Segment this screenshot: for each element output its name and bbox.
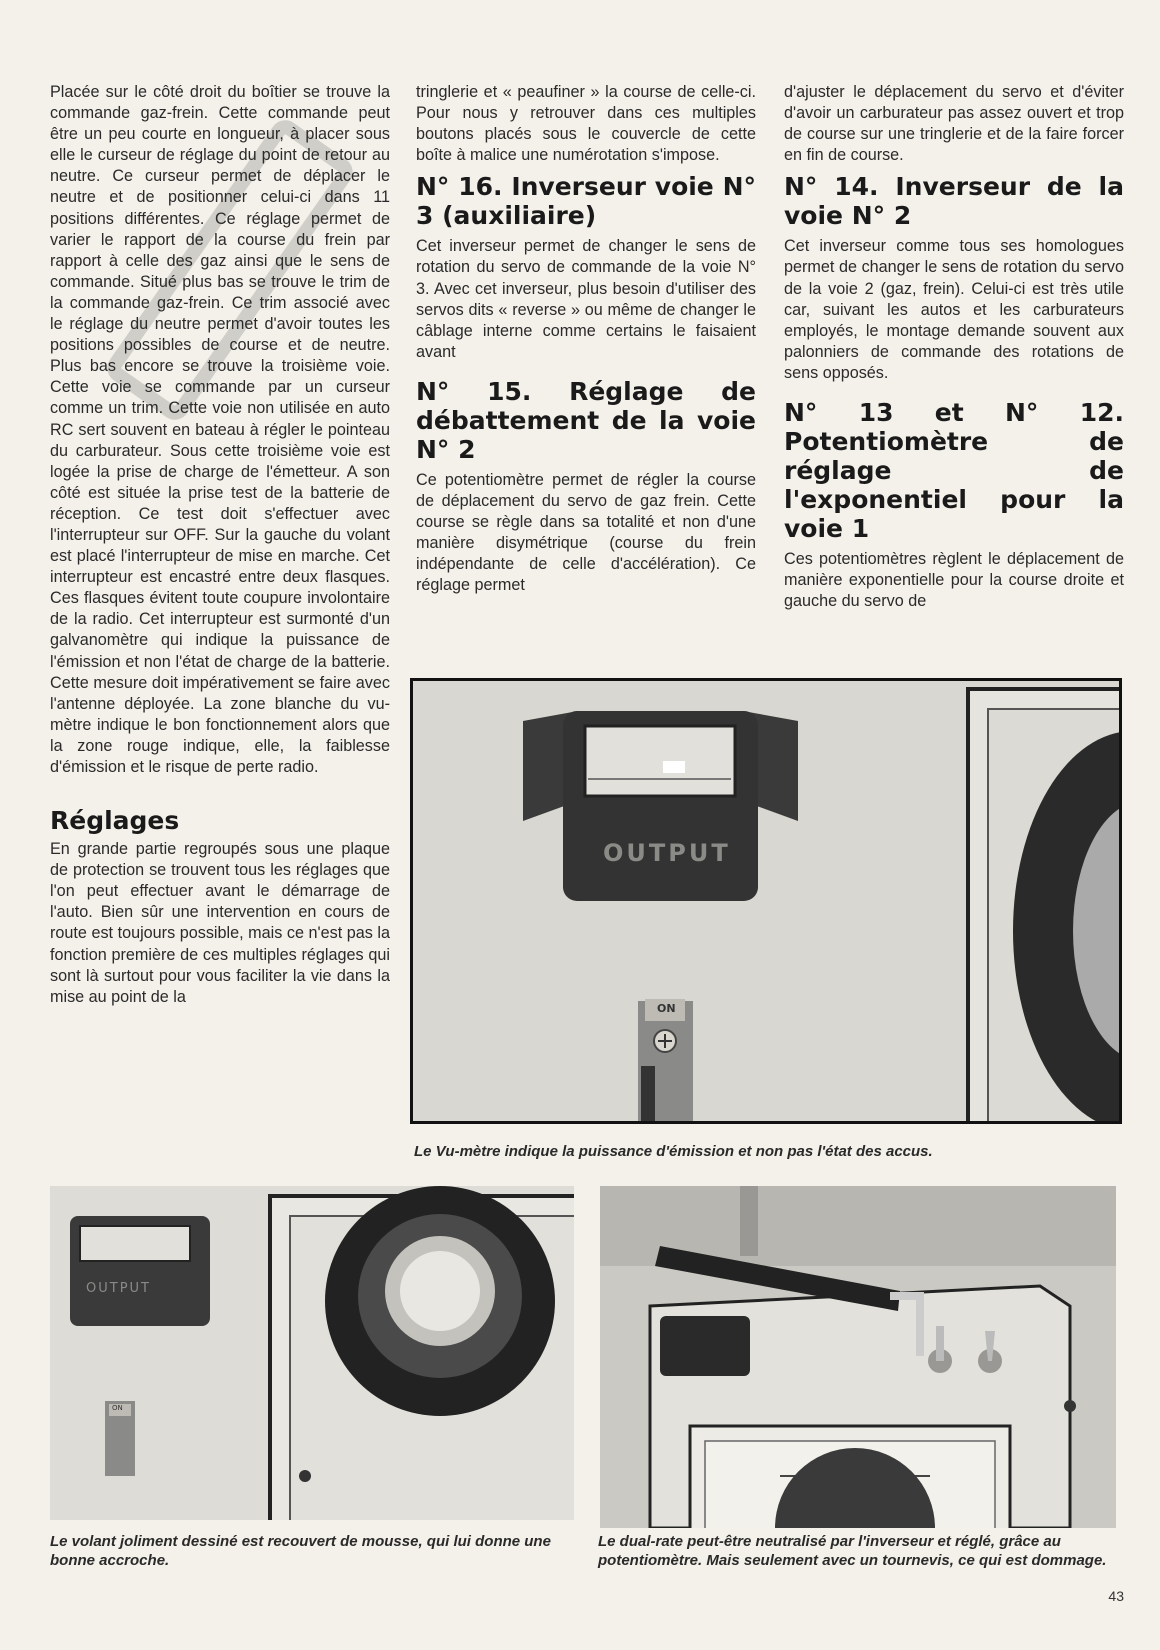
section-heading-reglages: Réglages [50, 806, 180, 836]
heading-inverseur-voie-2: N° 14. Inverseur de la voie N° 2 [784, 172, 1124, 231]
heading-potentiometre-exponentiel: N° 13 et N° 12. Potentiomètre de réglage de l'exponentiel pour la voie 1 [784, 398, 1124, 544]
caption-dual-rate: Le dual-rate peut-être neutralisé par l'inverseur et réglé, grâce au potentiomètre. Mais seulement avec un tournevis, ce qui est dommage. [598, 1533, 1107, 1569]
meter-output-label: OUTPUT [603, 839, 731, 867]
page-number: 43 [1108, 1588, 1124, 1604]
paragraph: Ce potentiomètre permet de régler la course de déplacement du servo de gaz frein. Cette course se règle dans sa totalité et non d'une manière disymétrique (course du frein indépendante de celle d'accélération). Ce réglage permet [416, 470, 756, 595]
heading-inverseur-voie-3: N° 16. Inverseur voie N° 3 (auxiliaire) [416, 172, 756, 231]
text-column-3 [784, 82, 1124, 612]
paragraph: Cet inverseur permet de changer le sens de rotation du servo de commande de la voie N° 3. Avec cet inverseur, plus besoin d'utiliser des servos dits « reverse » ou même de changer le câblage interne comme certains le faisaient avant [416, 237, 756, 361]
paragraph: Placée sur le côté droit du boîtier se trouve la commande gaz-frein. Cette commande peut être un peu courte en longueur, à placer sous elle le curseur de réglage du point de retour au neutre. Ce curseur permet de déplacer le neutre et de positionner celui-ci dans 11 positions différentes. Ce réglage permet de varier le rapport de la course du frein par rapport à celle des gaz ainsi que le sens de commande. Situé plus bas se trouve le trim de la commande gaz-frein. Ce trim associé avec le réglage du neutre permet d'avoir toutes les positions possibles de course et de neutre. Plus bas encore se trouve la troisième voie. Cette voie se commande par un curseur comme un trim. Cette voie non utilisée en auto RC sert souvent en bateau à régler le pointeau du carburateur. Sous cette troisième voie est logée la prise de charge de l'émetteur. A son côté est située la prise test de la batterie de réception. Ce test doit s'effectuer avec l'interrupteur sur OFF. Sur la gauche du volant est placé l'interrupteur de mise en marche. Cet interrupteur est encastré entre deux flasques. Ces flasques évitent toute coupure involontaire de la radio. Cet interrupteur est surmonté d'un galvanomètre qui indique la puissance de l'émission et non l'état de charge de la batterie. Cette mesure doit impérativement se faire avec l'antenne déployée. La zone blanche du vu-mètre indique le bon fonctionnement alors que la zone rouge indique, elle, la faiblesse d'émission et le risque de perte radio. [50, 83, 390, 776]
small-switch-on-label: ON [112, 1404, 123, 1412]
text-column-2 [416, 82, 756, 597]
paragraph: d'ajuster le déplacement du servo et d'éviter d'avoir un carburateur pas assez ouvert et trop de course sur une tringlerie et de la faire forcer en fin de course. [784, 83, 1124, 165]
switch-on-label: ON [657, 1002, 676, 1015]
photo-steering-wheel [50, 1186, 574, 1520]
caption-steering-wheel: Le volant joliment dessiné est recouvert de mousse, qui lui donne une bonne accroche. [50, 1533, 551, 1569]
paragraph: Ces potentiomètres règlent le déplacement de manière exponentielle pour la course droite et gauche du servo de [784, 550, 1124, 611]
heading-reglage-debattement: N° 15. Réglage de débattement de la voie N° 2 [416, 376, 756, 464]
text-column-1 [50, 82, 390, 1008]
paragraph: tringlerie et « peaufiner » la course de celle-ci. Pour nous y retrouver dans ces multiples boutons placés sous le couvercle de cette boîte à malice une numérotation s'impose. [416, 83, 756, 165]
small-meter-output-label: OUTPUT [86, 1281, 151, 1296]
caption-vu-meter: Le Vu-mètre indique la puissance d'émission et non pas l'état des accus. [414, 1143, 933, 1160]
paragraph: En grande partie regroupés sous une plaque de protection se trouvent tous les réglages que l'on peut effectuer avant le démarrage de l'auto. Bien sûr une intervention en cours de route est toujours possible, mais ce n'est pas la fonction première de ces multiples réglages qui sont là surtout pour vous faciliter la vie dans la mise au point de la [50, 840, 390, 1006]
photo-dual-rate [600, 1186, 1116, 1528]
photo-vu-meter [410, 678, 1122, 1124]
paragraph: Cet inverseur comme tous ses homologues permet de changer le sens de rotation du servo de la voie 2 (gaz, frein). Celui-ci est très utile car, suivant les autos et les carburateurs employés, le montage demande souvent aux palonniers de commande des rotations de sens opposés. [784, 237, 1124, 382]
